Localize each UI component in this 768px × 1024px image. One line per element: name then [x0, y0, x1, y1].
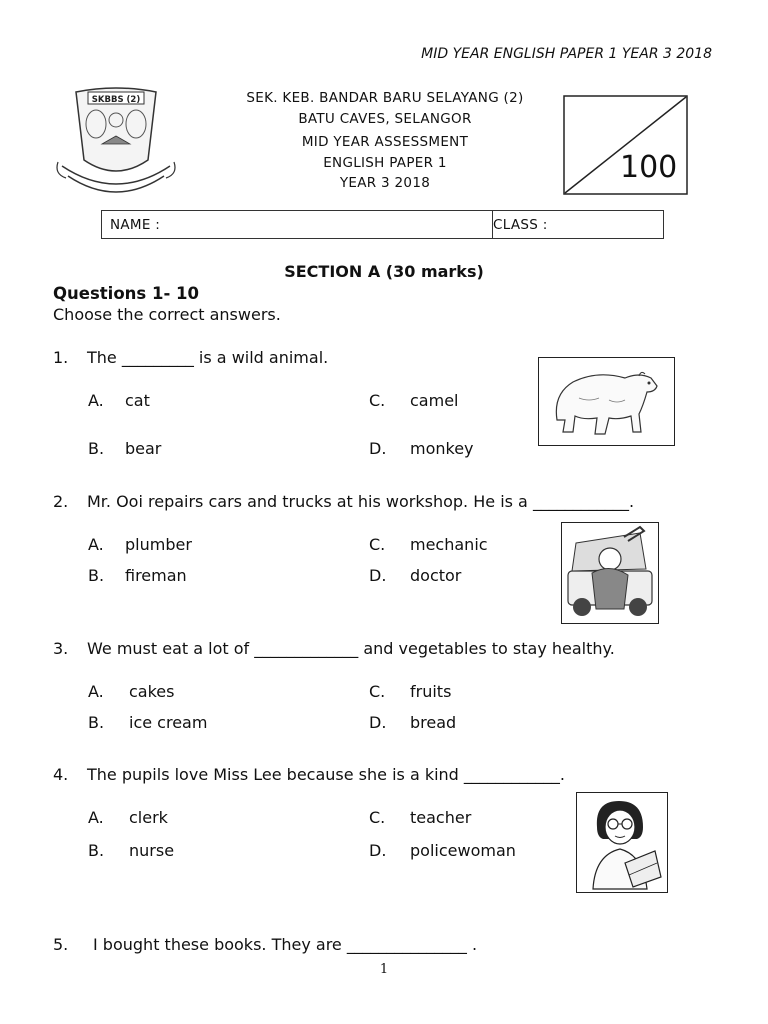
mechanic-picture: [561, 522, 659, 624]
q3-option-a[interactable]: cakes: [129, 682, 175, 701]
paper-title-header: MID YEAR ENGLISH PAPER 1 YEAR 3 2018: [421, 46, 712, 62]
paper-name: ENGLISH PAPER 1: [323, 154, 447, 171]
q1-option-d[interactable]: monkey: [410, 439, 474, 458]
q1-option-b-letter: B.: [88, 439, 105, 458]
teacher-picture: [576, 792, 668, 893]
score-total: 100: [620, 150, 678, 185]
question-3-number: 3.: [53, 639, 69, 658]
q2-option-c-letter: C.: [369, 535, 386, 554]
page-number: 1: [379, 962, 389, 977]
question-5-text: I bought these books. They are _______________ .: [93, 935, 478, 954]
q1-option-a[interactable]: cat: [125, 391, 150, 410]
q4-option-d-letter: D.: [369, 841, 387, 860]
q1-option-d-letter: D.: [369, 439, 387, 458]
q2-option-b-letter: B.: [88, 566, 105, 585]
q2-option-c[interactable]: mechanic: [410, 535, 488, 554]
school-name: SEK. KEB. BANDAR BARU SELAYANG (2): [246, 90, 524, 106]
q3-option-a-letter: A.: [88, 682, 104, 701]
school-logo: [48, 82, 184, 204]
q3-option-b-letter: B.: [88, 713, 105, 732]
q2-option-d[interactable]: doctor: [410, 566, 462, 585]
q4-option-a[interactable]: clerk: [129, 808, 168, 827]
question-4-text: The pupils love Miss Lee because she is a kind ____________.: [87, 765, 566, 784]
questions-heading: Questions 1- 10: [53, 284, 200, 303]
name-label: NAME :: [110, 217, 161, 233]
q2-option-b[interactable]: fireman: [125, 566, 187, 585]
q3-option-b[interactable]: ice cream: [129, 713, 208, 732]
q3-option-d-letter: D.: [369, 713, 387, 732]
polar-bear-picture: [538, 357, 675, 446]
question-3-text: We must eat a lot of _____________ and vegetables to stay healthy.: [87, 639, 615, 658]
question-4-number: 4.: [53, 765, 69, 784]
q2-option-a[interactable]: plumber: [125, 535, 192, 554]
paper-year: YEAR 3 2018: [339, 175, 431, 191]
q4-option-d[interactable]: policewoman: [410, 841, 516, 860]
logo-text: SKBBS (2): [91, 95, 141, 105]
name-class-box: [101, 210, 664, 239]
question-2-number: 2.: [53, 492, 69, 511]
section-title: SECTION A (30 marks): [284, 262, 484, 281]
q4-option-c[interactable]: teacher: [410, 808, 472, 827]
question-5-number: 5.: [53, 935, 69, 954]
q4-option-c-letter: C.: [369, 808, 386, 827]
q1-option-b[interactable]: bear: [125, 439, 162, 458]
q1-option-c[interactable]: camel: [410, 391, 459, 410]
question-1-number: 1.: [53, 348, 69, 367]
q4-option-b[interactable]: nurse: [129, 841, 175, 860]
school-location: BATU CAVES, SELANGOR: [298, 110, 472, 127]
question-1-text: The _________ is a wild animal.: [87, 348, 329, 367]
q2-option-d-letter: D.: [369, 566, 387, 585]
q2-option-a-letter: A.: [88, 535, 104, 554]
q4-option-b-letter: B.: [88, 841, 105, 860]
q3-option-d[interactable]: bread: [410, 713, 457, 732]
school-header: [180, 88, 590, 194]
q1-option-c-letter: C.: [369, 391, 386, 410]
assessment-title: MID YEAR ASSESSMENT: [301, 134, 469, 150]
instruction: Choose the correct answers.: [53, 305, 281, 324]
class-label: CLASS :: [493, 217, 548, 233]
q4-option-a-letter: A.: [88, 808, 104, 827]
q1-option-a-letter: A.: [88, 391, 104, 410]
question-2-text: Mr. Ooi repairs cars and trucks at his workshop. He is a ____________.: [87, 492, 635, 511]
q3-option-c-letter: C.: [369, 682, 386, 701]
q3-option-c[interactable]: fruits: [410, 682, 452, 701]
